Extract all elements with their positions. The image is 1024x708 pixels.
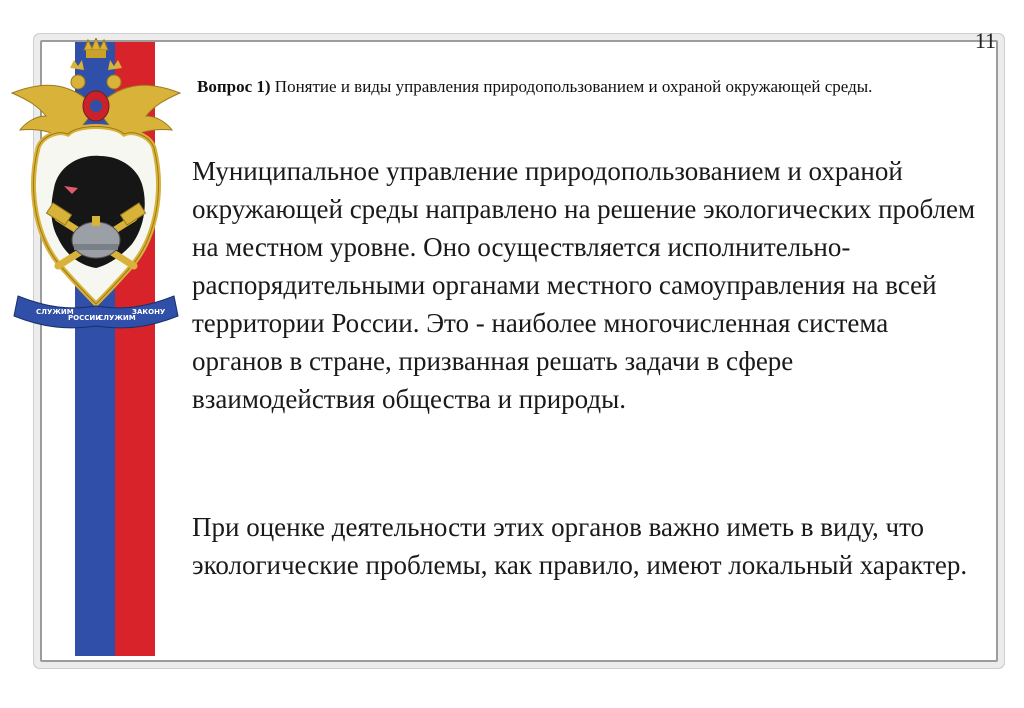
police-emblem-icon (8, 38, 184, 338)
page-number: 11 (974, 28, 996, 53)
question-heading (197, 74, 987, 99)
body-paragraph-1: Муниципальное управление природопользованием и охраной окружающей среды направлено на решение экологических проблем на местном уровне. Оно осуществляется исполнительно-распорядительными органами местного самоуправления на всей территории России. Это - наиболее многочисленная система органов в стране, призванная решать задачи в сфере взаимодействия общества и природы. (192, 156, 976, 414)
svg-text:СЛУЖИМ: СЛУЖИМ (98, 314, 136, 322)
svg-text:РОССИИ: РОССИИ (68, 314, 102, 322)
question-label: Вопрос 1) (197, 77, 271, 96)
body-paragraph-2: При оценке деятельности этих органов важно иметь в виду, что экологические проблемы, как правило, имеют локальный характер. (192, 512, 968, 580)
svg-text:ЗАКОНУ: ЗАКОНУ (132, 308, 166, 316)
question-text: Понятие и виды управления природопользованием и охраной окружающей среды. (270, 77, 873, 96)
svg-text:СЛУЖИМ: СЛУЖИМ (36, 308, 74, 316)
